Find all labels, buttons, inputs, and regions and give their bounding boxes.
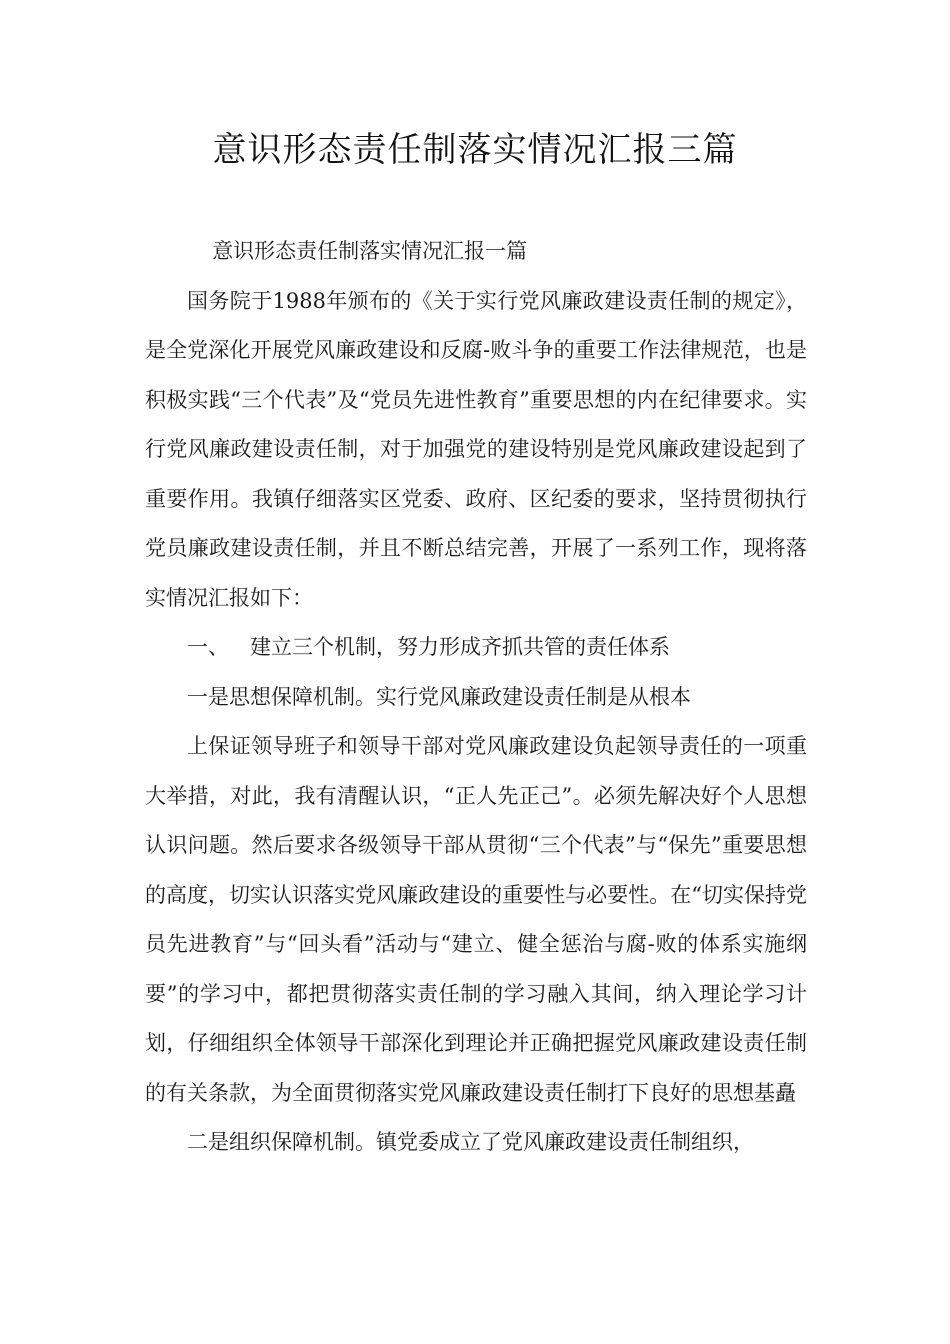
document-subtitle: 意识形态责任制落实情况汇报一篇 xyxy=(212,239,528,263)
paragraph-organization-mechanism: 二是组织保障机制。镇党委成立了党风廉政建设责任制组织， xyxy=(187,1130,754,1154)
section-heading-text: 建立三个机制，努力形成齐抓共管的责任体系 xyxy=(250,635,670,659)
paragraph-intro: 国务院于1988年颁布的《关于实行党风廉政建设责任制的规定》，是全党深化开展党风廉政建设和反腐-败斗争的重要工作法律规范，也是积极实践“三个代表”及“党员先进性教育”重要思想的内在纪律要求。实行党风廉政建设责任制，对于加强党的建设特别是党风廉政建设起到了重要作用。我镇仔细落实区党委、政府、区纪委的要求，坚持贯彻执行党员廉政建设责任制，并且不断总结完善，开展了一系列工作，现将落实情况汇报如下： xyxy=(145,288,807,610)
paragraph-thought-mechanism: 一是思想保障机制。实行党风廉政建设责任制是从根本 xyxy=(187,684,691,709)
section-heading-one xyxy=(145,623,807,673)
paragraph-leadership-responsibility: 上保证领导班子和领导干部对党风廉政建设负起领导责任的一项重大举措，对此，我有清醒认识，“正人先正己”。必须先解决好个人思想认识问题。然后要求各级领导干部从贯彻“三个代表”与“保先”重要思想的高度，切实认识落实党风廉政建设的重要性与必要性。在“切实保持党员先进教育”与“回头看”活动与“建立、健全惩治与腐-败的体系实施纲要”的学习中，都把贯彻落实责任制的学习融入其间，纳入理论学习计划，仔细组织全体领导干部深化到理论并正确把握党风廉政建设责任制的有关条款，为全面贯彻落实党风廉政建设责任制打下良好的思想基矗 xyxy=(145,734,807,1105)
document-body xyxy=(145,227,807,1168)
document-title: 意识形态责任制落实情况汇报三篇 xyxy=(212,130,738,170)
section-number: 一、 xyxy=(187,635,229,659)
